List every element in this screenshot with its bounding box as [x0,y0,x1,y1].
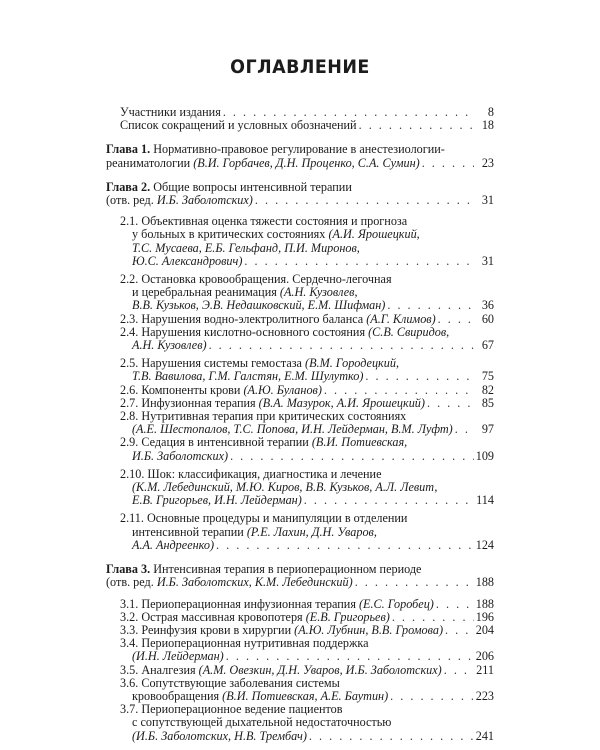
page-number: 31 [481,193,494,208]
toc-entry-line: Глава 1. Нормативно-правовое регулирование в анестезиологии- [106,142,445,157]
toc-entry-text: В.В. Кузьков, Э.В. Недашковский, Е.М. Шифман) [132,298,386,313]
toc-entry-line: с сопутствующей дыхательной недостаточностью [132,715,392,730]
leader-dots [359,119,474,132]
toc-entry-line: 3.4. Периоперационная нутритивная поддержка [120,636,369,651]
page-number: 82 [481,382,494,397]
toc-entry-text: (И.Н. Лейдерман) [132,649,224,664]
toc-entry-line: 2.4. Нарушения кислотно-основного состояния (С.В. Свиридов, [120,324,450,339]
page-number: 223 [475,688,494,703]
toc-entry-line: 2.8. Нутритивная терапия при критических состояниях [120,409,407,424]
page-number: 97 [481,422,494,437]
toc-entry-text: (отв. ред. И.Б. Заболотских) [106,193,253,208]
leader-dots [255,194,474,207]
toc-entry [106,119,494,132]
page-number: 241 [475,728,494,743]
toc-entry-line: интенсивной терапии (Р.Е. Лахин, Д.Н. Уваров, [132,524,377,539]
toc-entry-text: 2.6. Компоненты крови (А.Ю. Буланов) [120,382,322,397]
toc-entry-text: реаниматологии (В.И. Горбачев, Д.Н. Проценко, С.А. Сумин) [106,155,420,170]
toc-entry-text: 3.5. Аналгезия (А.М. Овезкин, Д.Н. Уваров, И.Б. Заболотских) [120,662,442,677]
toc-entry-text: Ю.С. Александрович) [132,253,243,268]
toc-entry-last-line [120,730,494,743]
toc-entry-text: А.Н. Кузовлев) [132,338,207,353]
toc-entry [106,512,494,552]
toc-entry-text: 3.3. Реинфузия крови в хирургии (А.Ю. Лубнин, В.В. Громова) [120,622,444,637]
leader-dots [230,450,474,463]
toc-entry [106,703,494,743]
toc-entry-line: 2.5. Нарушения системы гемостаза (В.М. Городецкий, [120,356,399,371]
toc-entry [106,677,494,703]
toc-entry-line: 2.10. Шок: классификация, диагностика и лечение [120,466,382,481]
toc-entry [106,273,494,313]
toc-entry-line: (К.М. Лебединский, М.Ю. Киров, В.В. Кузьков, А.Л. Левит, [132,480,438,495]
leader-dots [455,423,474,436]
toc-entry-text: Т.В. Вавилова, Г.М. Галстян, Е.М. Шулутко) [132,369,364,384]
toc-entry-line: Глава 2. Общие вопросы интенсивной терапии [106,179,352,194]
page-number: 206 [475,649,494,664]
toc-entry-text: Е.В. Григорьев, И.Н. Лейдерман) [132,493,302,508]
toc-entry-last-line [106,157,494,170]
toc-entry [106,637,494,663]
toc-entry [106,436,494,462]
toc-entry-text: Участники издания [120,105,221,119]
toc-entry-text: 3.1. Периоперационная инфузионная терапия (Е.С. Горобец) [120,596,434,611]
toc-entry-text: кровообращения (В.И. Потиевская, А.Е. Баутин) [132,688,389,703]
page-title: ОГЛАВЛЕНИЕ [230,56,370,78]
page-number: 31 [481,253,494,268]
chapter-label: Глава 2. [106,179,151,194]
toc-entry [106,468,494,508]
toc-entry [106,143,494,169]
table-of-contents [106,106,494,743]
toc-entry-last-line [120,450,494,463]
page-number: 8 [487,105,494,119]
page-number: 67 [481,338,494,353]
toc-entry-line: Глава 3. Интенсивная терапия в периоперационном периоде [106,562,422,577]
page-number: 114 [476,493,494,508]
toc-entry-line: и церебральная реанимация (А.Н. Кузовлев, [132,285,358,300]
toc-entry-last-line [106,576,494,589]
toc-entry-text: (отв. ред. И.Б. Заболотских, К.М. Лебединский) [106,575,353,590]
toc-entry-last-line [120,494,494,507]
page-number: 85 [481,395,494,410]
leader-dots [427,397,474,410]
page-number: 188 [475,596,494,611]
page-number: 188 [475,575,494,590]
leader-dots [436,598,474,611]
leader-dots [390,690,474,703]
page-number: 204 [475,622,494,637]
toc-entry-last-line [120,255,494,268]
toc-entry-text: (И.Б. Заболотских, Н.В. Трембач) [132,728,307,743]
toc-entry-line: 2.2. Остановка кровообращения. Сердечно-легочная [120,272,392,287]
page-number: 60 [481,311,494,326]
toc-entry-text: 3.2. Острая массивная кровопотеря (Е.В. Григорьев) [120,609,390,624]
page-number: 109 [475,448,494,463]
leader-dots [216,539,474,552]
leader-dots [355,576,474,589]
leader-dots [445,624,474,637]
page-number: 36 [481,298,494,313]
leader-dots [309,730,474,743]
page-number: 75 [481,369,494,384]
toc-entry [106,357,494,383]
toc-entry [106,326,494,352]
toc-entry-last-line [106,194,494,207]
toc-entry-line: Т.С. Мусаева, Е.Б. Гельфанд, П.И. Миронов, [132,240,360,255]
toc-entry-last-line [120,539,494,552]
toc-entry-text: 2.3. Нарушения водно-электролитного баланса (А.Г. Климов) [120,311,436,326]
toc-entry [106,598,494,611]
toc-entry-line: 2.9. Седация в интенсивной терапии (В.И. Потиевская, [120,435,408,450]
leader-dots [365,370,474,383]
chapter-label: Глава 1. [106,142,151,157]
toc-entry-text: А.А. Андреенко) [132,537,215,552]
toc-entry-text: (А.Е. Шестопалов, Т.С. Попова, И.Н. Лейдерман, В.М. Луфт) [132,422,453,437]
toc-entry-line: 2.11. Основные процедуры и манипуляции в отделении [120,511,408,526]
toc-entry-last-line [120,664,494,677]
toc-entry [106,410,494,436]
toc-entry [106,563,494,589]
toc-entry [106,215,494,268]
toc-entry-text: И.Б. Заболотских) [132,448,229,463]
leader-dots [422,157,474,170]
page-number: 23 [481,155,494,170]
toc-entry-last-line [120,299,494,312]
toc-entry-text: Список сокращений и условных обозначений [120,118,357,133]
toc-entry-line: у больных в критических состояниях (А.И. Ярошецкий, [132,227,420,242]
page-number: 196 [475,609,494,624]
page-number: 18 [481,118,494,133]
toc-entry-last-line [120,339,494,352]
leader-dots [244,255,474,268]
toc-entry-last-line [120,119,494,132]
chapter-label: Глава 3. [106,562,151,577]
leader-dots [304,494,474,507]
toc-entry [106,181,494,207]
page-number: 124 [475,537,494,552]
page-number: 211 [476,662,494,677]
toc-entry-line: 2.1. Объективная оценка тяжести состояния и прогноза [120,214,408,229]
toc-entry [106,664,494,677]
toc-entry-line: 3.7. Периоперационное ведение пациентов [120,702,343,717]
toc-entry-text: 2.7. Инфузионная терапия (В.А. Мазурок, А.И. Ярошецкий) [120,395,425,410]
leader-dots [444,664,474,677]
leader-dots [209,339,474,352]
toc-entry-line: 3.6. Сопутствующие заболевания системы [120,675,340,690]
